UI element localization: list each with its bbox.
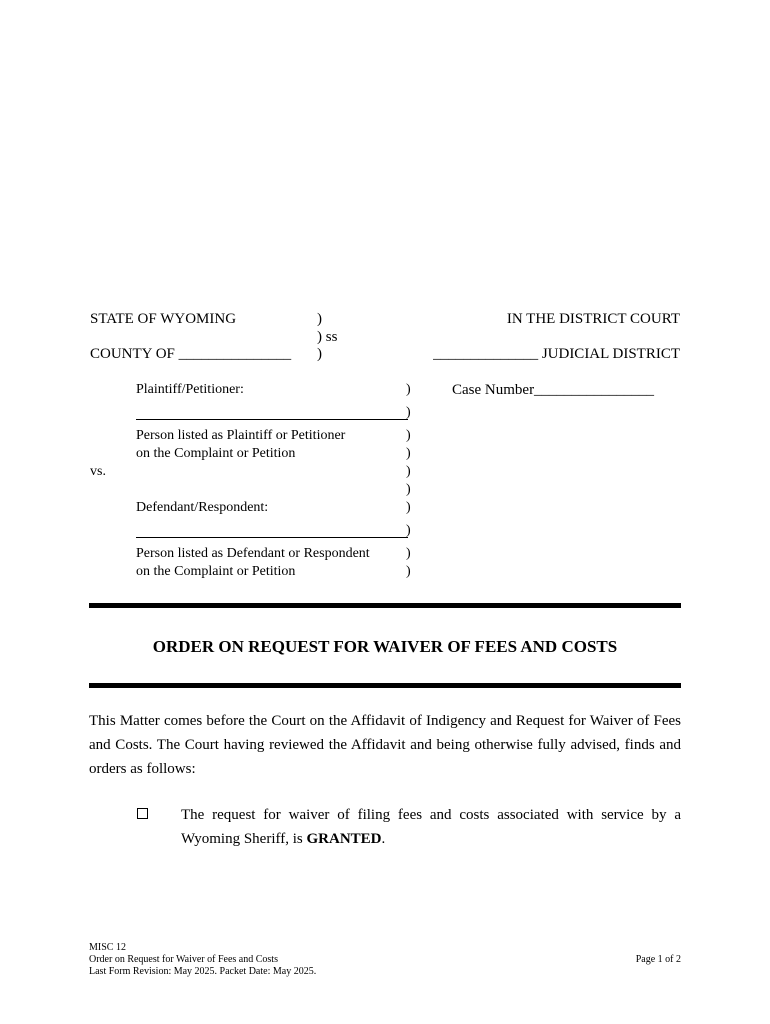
waiver-item-end: . — [381, 831, 386, 847]
form-revision: Last Form Revision: May 2025. Packet Date: May 2025. — [89, 966, 317, 977]
party-paren: ) — [406, 564, 411, 579]
case-number-field: Case Number________________ — [452, 382, 655, 398]
plaintiff-signature-line — [136, 419, 408, 420]
county-label: COUNTY OF _______________ — [90, 346, 292, 362]
title-bottom-rule — [89, 683, 681, 688]
party-paren: ) — [406, 382, 411, 397]
intro-paragraph: This Matter comes before the Court on the Affidavit of Indigency and Request for Waiver of Fees and Costs. The Court having reviewed the Affidavit and being otherwise fully advised, finds and orders as follows: — [89, 713, 681, 777]
state-label: STATE OF WYOMING — [90, 311, 237, 327]
party-paren: ) — [406, 546, 411, 561]
court-label: IN THE DISTRICT COURT — [506, 311, 680, 327]
plaintiff-label: Plaintiff/Petitioner: — [136, 382, 244, 397]
party-paren: ) — [406, 464, 411, 479]
form-id: MISC 12 — [89, 942, 126, 953]
caption-ss: ) ss — [317, 329, 338, 345]
defendant-signature-line — [136, 537, 408, 538]
caption-paren: ) — [317, 346, 322, 362]
plaintiff-desc-line-1: Person listed as Plaintiff or Petitioner — [136, 428, 346, 443]
party-paren: ) — [406, 482, 411, 497]
defendant-desc-line-2: on the Complaint or Petition — [136, 564, 296, 579]
party-paren: ) — [406, 405, 411, 420]
granted-text: GRANTED — [306, 831, 382, 847]
form-name: Order on Request for Waiver of Fees and Costs — [89, 954, 278, 965]
caption-paren: ) — [317, 311, 322, 327]
party-paren: ) — [406, 446, 411, 461]
granted-checkbox[interactable] — [137, 808, 148, 819]
page-title: ORDER ON REQUEST FOR WAIVER OF FEES AND COSTS — [152, 637, 618, 656]
judicial-district-label: ______________ JUDICIAL DISTRICT — [433, 346, 680, 362]
page-number: Page 1 of 2 — [635, 954, 681, 965]
title-top-rule — [89, 603, 681, 608]
defendant-label: Defendant/Respondent: — [136, 500, 269, 515]
party-paren: ) — [406, 523, 411, 538]
plaintiff-desc-line-2: on the Complaint or Petition — [136, 446, 296, 461]
defendant-desc-line-1: Person listed as Defendant or Respondent — [136, 546, 370, 561]
vs-label: vs. — [90, 464, 106, 479]
party-paren: ) — [406, 500, 411, 515]
waiver-item — [181, 803, 681, 851]
waiver-item-text: The request for waiver of filing fees and costs associated with service by a Wyoming Sheriff, is — [181, 807, 681, 847]
party-paren: ) — [406, 428, 411, 443]
